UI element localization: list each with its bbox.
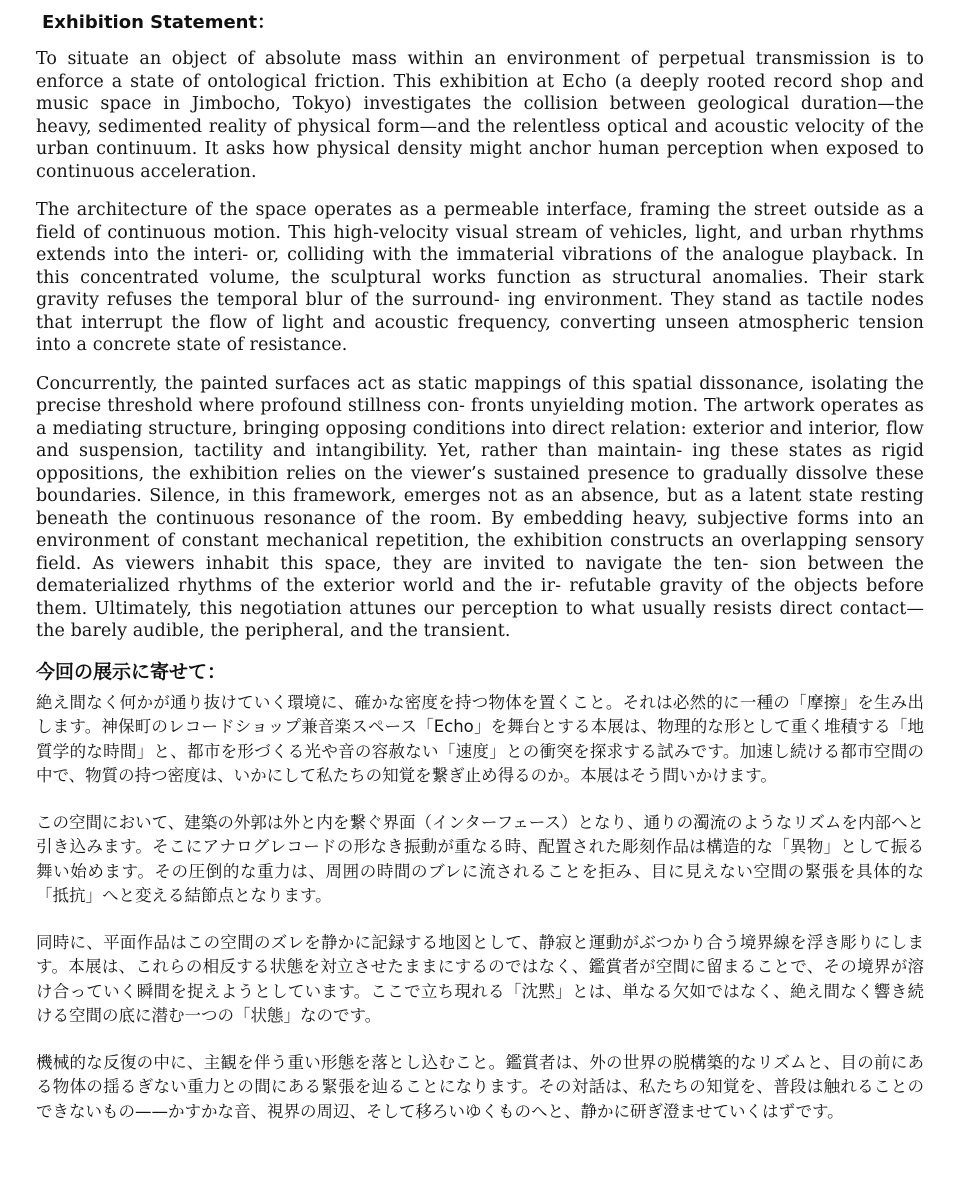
statement-paragraph-en-3: Concurrently, the painted surfaces act as static mappings of this spatial dissonance, isolating the precise threshold where profound stillness con- fronts unyielding motion. The artwork operates as a mediating structure, bringing opposing conditions into direct relation: exterior and interior, flow and suspension, tactility and intangibility. Yet, rather than maintain- ing these states as rigid oppositions, the exhibition relies on the viewer’s sustained presence to gradually dissolve these boundaries. Silence, in this framework, emerges not as an absence, but as a latent state resting beneath the continuous resonance of the room. By embedding heavy, subjective forms into an environment of constant mechanical repetition, the exhibition constructs an overlapping sensory field. As viewers inhabit this space, they are invited to navigate the ten- sion between the dematerialized rhythms of the exterior world and the ir- refutable gravity of the objects before them. Ultimately, this negotiation attunes our perception to what usually resists direct contact—the barely audible, the peripheral, and the transient. — [36, 373, 924, 641]
statement-heading-en: Exhibition Statement： — [42, 12, 276, 33]
statement-paragraph-en-2: The architecture of the space operates as a permeable interface, framing the street outside as a field of continuous motion. This high-velocity visual stream of vehicles, light, and urban rhythms extends into the interi- or, colliding with the immaterial vibrations of the analogue playback. In this concentrated volume, the sculptural works function as structural anomalies. Their stark gravity refuses the temporal blur of the surround- ing environment. They stand as tactile nodes that interrupt the flow of light and acoustic frequency, converting unseen atmospheric tension into a concrete state of resistance. — [36, 200, 924, 355]
statement-paragraph-en-1: To situate an object of absolute mass within an environment of perpetual transmission is to enforce a state of ontological friction. This exhibition at Echo (a deeply rooted record shop and music space in Jimbocho, Tokyo) investigates the collision between geological duration—the heavy, sedimented reality of physical form—and the relentless optical and acoustic velocity of the urban continuum. It asks how physical density might anchor human perception when exposed to continuous acceleration. — [36, 49, 924, 182]
statement-paragraph-ja-4: 機械的な反復の中に、主観を伴う重い形態を落とし込むこと。鑑賞者は、外の世界の脱構築的なリズムと、目の前にある物体の揺るぎない重力との間にある緊張を辿ることになります。その対話は、私たちの知覚を、普段は触れることのできないもの——かすかな音、視界の周辺、そして移ろいゆくものへと、静かに研ぎ澄ませていくはずです。 — [36, 1052, 924, 1121]
statement-paragraph-ja-1: 絶え間なく何かが通り抜けていく環境に、確かな密度を持つ物体を置くこと。それは必然的に一種の「摩擦」を生み出します。神保町のレコードショップ兼音楽スペース「Echo」を舞台とする本展は、物理的な形として重く堆積する「地質学的な時間」と、都市を形づくる光や音の容赦ない「速度」との衝突を探求する試みです。加速し続ける都市空間の中で、物質の持つ密度は、いかにして私たちの知覚を繋ぎ止め得るのか。本展はそう問いかけます。 — [36, 692, 924, 785]
statement-paragraph-ja-3: 同時に、平面作品はこの空間のズレを静かに記録する地図として、静寂と運動がぶつかり合う境界線を浮き彫りにします。本展は、これらの相反する状態を対立させたままにするのではなく、鑑賞者が空間に留まることで、その境界が溶け合っていく瞬間を捉えようとしています。ここで立ち現れる「沈黙」とは、単なる欠如ではなく、絶え間なく響き続ける空間の底に潜む一つの「状態」なのです。 — [36, 932, 924, 1025]
statement-paragraph-ja-2: この空間において、建築の外郭は外と内を繋ぐ界面（インターフェース）となり、通りの濁流のようなリズムを内部へと引き込みます。そこにアナログレコードの形なき振動が重なる時、配置された彫刻作品は構造的な「異物」として振る舞い始めます。その圧倒的な重力は、周囲の時間のブレに流されることを拒み、目に見えない空間の緊張を具体的な「抵抗」へと変える結節点となります。 — [36, 812, 924, 905]
statement-heading-ja: 今回の展示に寄せて： — [36, 660, 227, 683]
